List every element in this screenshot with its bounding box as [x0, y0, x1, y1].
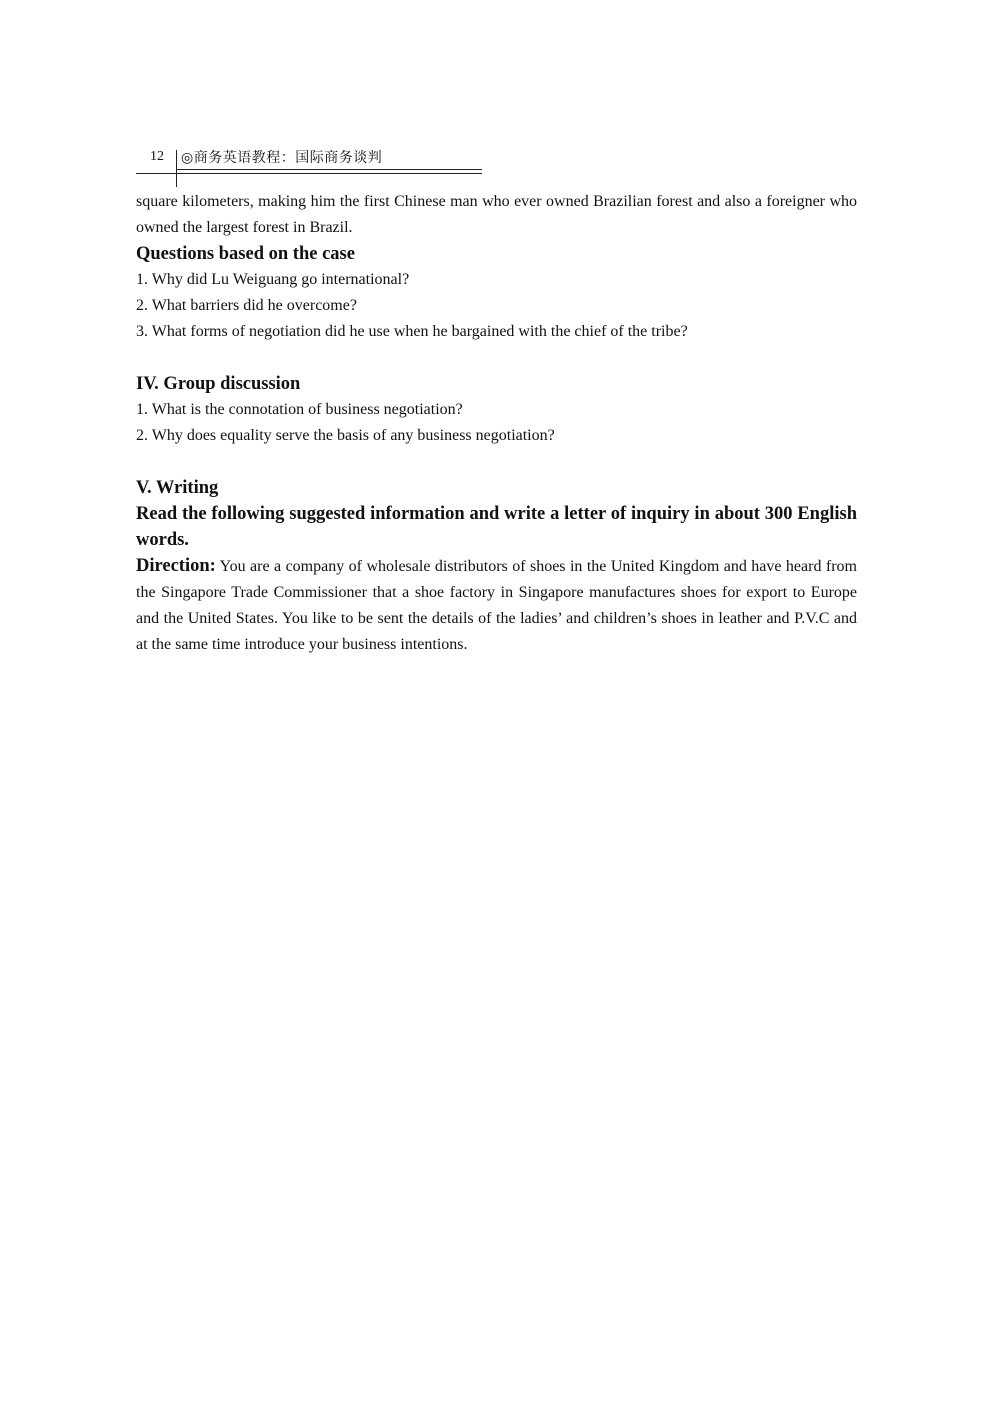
discussion-item-1: 1. What is the connotation of business negotiation? [136, 401, 463, 418]
discussion-item-2: 2. Why does equality serve the basis of any business negotiation? [136, 427, 555, 444]
section-spacer [136, 449, 857, 475]
running-header [136, 146, 482, 188]
intro-paragraph: square kilometers, making him the first Chinese man who ever owned Brazilian forest and also a foreigner who owned the largest forest in Brazil. [136, 193, 857, 236]
group-discussion-heading: IV. Group discussion [136, 374, 301, 394]
writing-heading: V. Writing [136, 478, 219, 498]
question-item-2: 2. What barriers did he overcome? [136, 297, 357, 314]
question-item-1: 1. Why did Lu Weiguang go international? [136, 271, 410, 288]
question-item-3: 3. What forms of negotiation did he use when he bargained with the chief of the tribe? [136, 323, 688, 340]
header-title: ◎商务英语教程：国际商务谈判 [181, 150, 383, 166]
page-number: 12 [150, 149, 164, 164]
writing-instruction: Read the following suggested information and write a letter of inquiry in about 300 English words. [136, 504, 857, 550]
header-rule-bottom [136, 173, 482, 174]
header-rule-top [176, 169, 482, 170]
questions-heading: Questions based on the case [136, 244, 355, 264]
section-spacer [136, 345, 857, 371]
direction-text: You are a company of wholesale distributors of shoes in the United Kingdom and have heard from the Singapore Trade Commissioner that a shoe factory in Singapore manufactures shoes for export to Europe and the United States. You like to be sent the details of the ladies’ and children’s shoes in leather and P.V.C and at the same time introduce your business intentions. [136, 558, 857, 653]
direction-paragraph [136, 553, 857, 658]
page-body [136, 189, 857, 658]
direction-label: Direction: [136, 556, 216, 576]
